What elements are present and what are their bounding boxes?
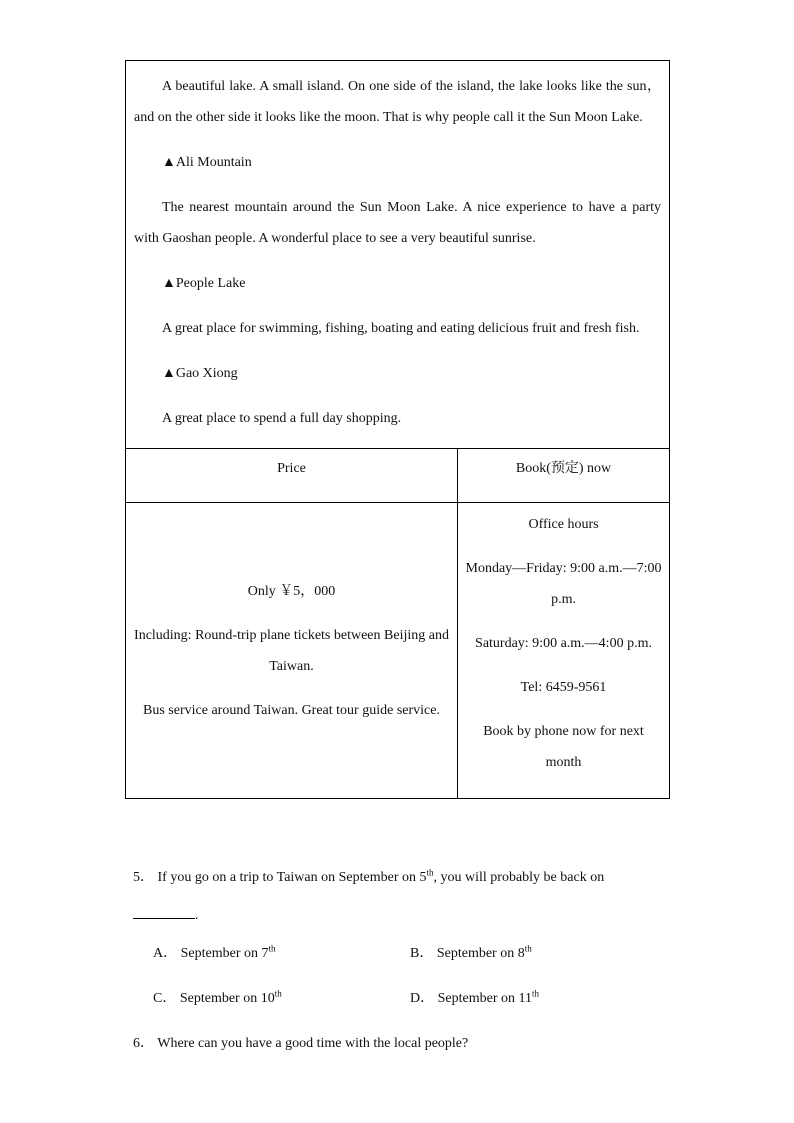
option-b-sup: th — [524, 943, 532, 954]
saturday-hours: Saturday: 9:00 a.m.—4:00 p.m. — [475, 636, 652, 651]
price-header: Price — [126, 449, 458, 503]
weekday-hours: Monday—Friday: 9:00 a.m.—7:00 p.m. — [465, 561, 662, 607]
question-5-blank-line — [133, 900, 663, 931]
option-a[interactable] — [153, 931, 276, 976]
price-cell — [126, 503, 458, 799]
option-a-label: A． September on 7 — [153, 946, 269, 961]
telephone: Tel: 6459-9561 — [520, 680, 607, 695]
price-services: Bus service around Taiwan. Great tour guide service. — [143, 702, 440, 718]
travel-ad-table — [125, 60, 670, 799]
question-5-rest: , you will probably be back on — [433, 870, 605, 885]
option-a-sup: th — [268, 943, 276, 954]
options-row-1 — [133, 931, 663, 976]
options-row-2 — [133, 976, 663, 1021]
question-5-end: . — [195, 908, 199, 923]
gao-xiong-text: A great place to spend a full day shopping. — [162, 411, 402, 426]
question-5-text: 5． If you go on a trip to Taiwan on September on 5 — [133, 870, 427, 885]
question-5 — [133, 862, 663, 893]
option-d-label: D． September on 11 — [410, 991, 532, 1006]
price-including: Including: Round-trip plane tickets between Beijing and Taiwan. — [134, 627, 449, 674]
option-d-sup: th — [531, 988, 539, 999]
answer-blank[interactable] — [133, 902, 195, 919]
option-c[interactable] — [153, 976, 282, 1021]
office-hours-title: Office hours — [528, 517, 599, 532]
attractions-cell — [126, 61, 670, 449]
option-c-label: C． September on 10 — [153, 991, 275, 1006]
option-d[interactable] — [410, 976, 539, 1021]
questions-section — [133, 862, 663, 1059]
option-b-label: B． September on 8 — [410, 946, 525, 961]
people-lake-heading: ▲People Lake — [162, 276, 246, 291]
ali-mountain-text: The nearest mountain around the Sun Moon Lake. A nice experience to have a party with Gaoshan people. A wonderful place to see a very beautiful sunrise. — [134, 200, 662, 246]
people-lake-text: A great place for swimming, fishing, boating and eating delicious fruit and fresh fish. — [162, 321, 640, 336]
question-5-sup: th — [426, 867, 434, 878]
book-by-phone: Book by phone now for next month — [483, 724, 644, 770]
question-6: 6． Where can you have a good time with the local people? — [133, 1036, 469, 1051]
option-b[interactable] — [410, 931, 532, 976]
booking-cell — [458, 503, 670, 799]
price-amount: Only ￥5，000 — [247, 583, 336, 599]
option-c-sup: th — [274, 988, 282, 999]
gao-xiong-heading: ▲Gao Xiong — [162, 366, 238, 381]
sun-moon-lake-text: A beautiful lake. A small island. On one side of the island, the lake looks like the sun，and on the other side it looks like the moon. That is why people call it the Sun Moon Lake. — [134, 79, 662, 125]
book-now-header: Book(预定) now — [458, 449, 670, 503]
ali-mountain-heading: ▲Ali Mountain — [162, 155, 252, 170]
